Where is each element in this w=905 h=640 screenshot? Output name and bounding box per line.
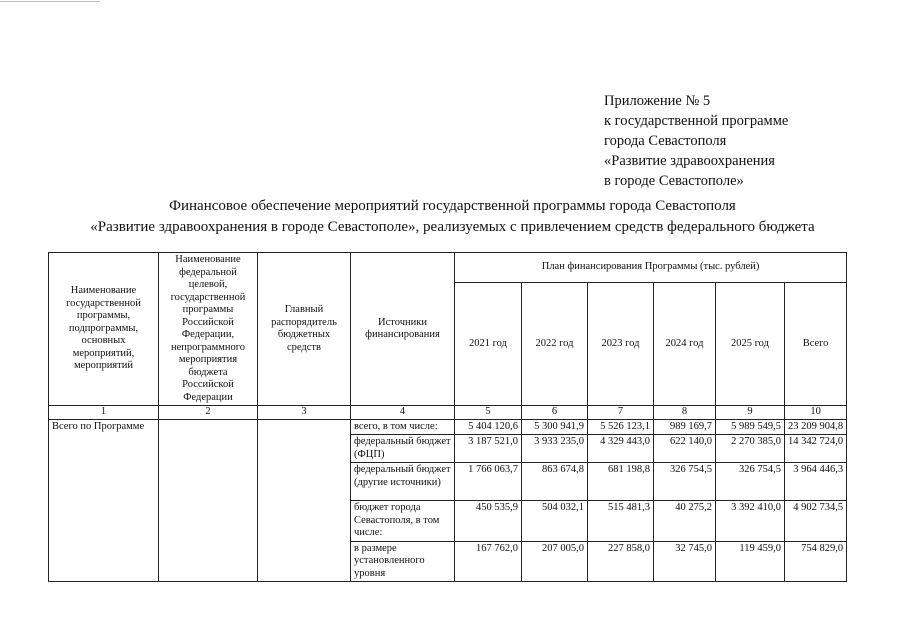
value-cell: 119 459,0 xyxy=(716,541,785,582)
column-index: 9 xyxy=(716,406,785,420)
value-cell: 515 481,3 xyxy=(588,501,654,542)
header-year: 2021 год xyxy=(455,282,522,405)
source-cell: федеральный бюджет (ФЦП) xyxy=(351,435,455,463)
title-line: Финансовое обеспечение мероприятий государственной программы города Севастополя xyxy=(169,198,736,214)
column-index: 1 xyxy=(49,406,159,420)
appendix-line: в городе Севастополе» xyxy=(604,173,744,189)
column-index-row xyxy=(49,406,847,420)
column-index: 10 xyxy=(785,406,847,420)
value-cell: 5 526 123,1 xyxy=(588,419,654,435)
column-index: 6 xyxy=(522,406,588,420)
value-cell: 326 754,5 xyxy=(716,463,785,501)
value-cell: 622 140,0 xyxy=(654,435,716,463)
column-index: 3 xyxy=(258,406,351,420)
column-index: 2 xyxy=(159,406,258,420)
empty-cell xyxy=(258,419,351,582)
document-title xyxy=(0,196,905,238)
value-cell: 863 674,8 xyxy=(522,463,588,501)
header-program-name: Наименование государственной программы, подпрограммы, основных мероприятий, мероприятий xyxy=(49,253,159,406)
header-year: 2023 год xyxy=(588,282,654,405)
value-cell: 227 858,0 xyxy=(588,541,654,582)
value-cell: 3 933 235,0 xyxy=(522,435,588,463)
source-cell: в размере установленного уровня xyxy=(351,541,455,582)
source-cell: бюджет города Севастополя, в том числе: xyxy=(351,501,455,542)
value-cell: 450 535,9 xyxy=(455,501,522,542)
header-year: 2025 год xyxy=(716,282,785,405)
scan-edge-line xyxy=(0,1,100,2)
empty-cell xyxy=(159,419,258,582)
column-index: 8 xyxy=(654,406,716,420)
value-cell: 167 762,0 xyxy=(455,541,522,582)
source-cell: федеральный бюджет (другие источники) xyxy=(351,463,455,501)
value-cell: 207 005,0 xyxy=(522,541,588,582)
value-cell: 23 209 904,8 xyxy=(785,419,847,435)
value-cell: 326 754,5 xyxy=(654,463,716,501)
column-index: 4 xyxy=(351,406,455,420)
value-cell: 3 392 410,0 xyxy=(716,501,785,542)
column-index: 7 xyxy=(588,406,654,420)
header-year: 2024 год xyxy=(654,282,716,405)
column-index: 5 xyxy=(455,406,522,420)
value-cell: 1 766 063,7 xyxy=(455,463,522,501)
value-cell: 32 745,0 xyxy=(654,541,716,582)
value-cell: 4 329 443,0 xyxy=(588,435,654,463)
appendix-header xyxy=(604,91,788,191)
value-cell: 14 342 724,0 xyxy=(785,435,847,463)
header-total: Всего xyxy=(785,282,847,405)
appendix-line: «Развитие здравоохранения xyxy=(604,153,775,169)
value-cell: 754 829,0 xyxy=(785,541,847,582)
program-name-cell: Всего по Программе xyxy=(49,419,159,582)
source-cell: всего, в том числе: xyxy=(351,419,455,435)
value-cell: 3 187 521,0 xyxy=(455,435,522,463)
value-cell: 40 275,2 xyxy=(654,501,716,542)
header-budget-manager: Главный распорядитель бюджетных средств xyxy=(258,253,351,406)
header-financing-plan: План финансирования Программы (тыс. рублей) xyxy=(455,253,847,283)
title-line: «Развитие здравоохранения в городе Севастополе», реализуемых с привлечением средств федерального бюджета xyxy=(90,219,815,235)
value-cell: 5 404 120,6 xyxy=(455,419,522,435)
value-cell: 504 032,1 xyxy=(522,501,588,542)
appendix-line: города Севастополя xyxy=(604,133,727,149)
header-year: 2022 год xyxy=(522,282,588,405)
appendix-line: к государственной программе xyxy=(604,113,789,129)
value-cell: 3 964 446,3 xyxy=(785,463,847,501)
value-cell: 5 300 941,9 xyxy=(522,419,588,435)
header-federal-program: Наименование федеральной целевой, государственной программы Российской Федерации, непрограммного мероприятия бюджета Российской Федерации xyxy=(159,253,258,406)
header-funding-sources: Источники финансирования xyxy=(351,253,455,406)
appendix-line: Приложение № 5 xyxy=(604,93,711,109)
value-cell: 2 270 385,0 xyxy=(716,435,785,463)
value-cell: 5 989 549,5 xyxy=(716,419,785,435)
value-cell: 989 169,7 xyxy=(654,419,716,435)
value-cell: 4 902 734,5 xyxy=(785,501,847,542)
value-cell: 681 198,8 xyxy=(588,463,654,501)
financing-table xyxy=(48,252,847,582)
table-row xyxy=(49,419,847,435)
